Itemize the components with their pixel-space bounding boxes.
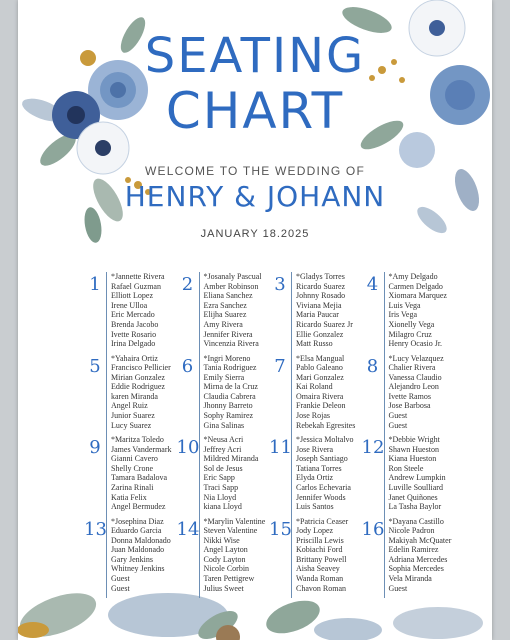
guest-name: Claudia Cabrera bbox=[203, 391, 256, 401]
guest-name: Milagro Cruz bbox=[388, 329, 432, 339]
guest-name: karen Miranda bbox=[111, 391, 158, 401]
table-number: 16 bbox=[362, 517, 385, 599]
guest-name: Edelin Ramirez bbox=[388, 545, 439, 555]
guest-name: Carlos Echevaria bbox=[296, 482, 351, 492]
table-8 bbox=[362, 354, 455, 436]
guest-name: *Jessica Moltalvo bbox=[296, 435, 354, 444]
guest-name: Tania Rodriguez bbox=[203, 363, 257, 373]
guest-name: Julius Sweet bbox=[203, 583, 244, 593]
guest-name: Ellie Gonzalez bbox=[296, 329, 344, 339]
guest-name: Irene Ulloa bbox=[111, 300, 148, 310]
guest-name: Cody Layton bbox=[203, 554, 246, 564]
table-1 bbox=[84, 272, 177, 354]
guest-list bbox=[204, 354, 258, 436]
guest-name: *Marylin Valentine bbox=[203, 516, 266, 526]
guest-list bbox=[296, 354, 355, 436]
guest-list bbox=[204, 435, 259, 517]
guest-list bbox=[111, 354, 171, 436]
table-number: 13 bbox=[84, 517, 107, 599]
couple-names: HENRY & JOHANN bbox=[124, 180, 386, 213]
table-4 bbox=[362, 272, 455, 354]
guest-name: Elijha Suarez bbox=[203, 310, 247, 320]
guest-name: Amy Rivera bbox=[203, 319, 243, 329]
guest-name: *Ingri Moreno bbox=[203, 353, 251, 363]
guest-name: Vela Miranda bbox=[388, 574, 432, 584]
guest-name: *Josanaly Pascual bbox=[203, 272, 262, 281]
guest-name: Sophy Ramirez bbox=[203, 411, 254, 421]
guest-name: Steven Valentine bbox=[203, 526, 258, 536]
guest-name: Brenda Jacobo bbox=[111, 319, 159, 329]
guest-name: Rebekah Egresites bbox=[296, 420, 356, 430]
guest-name: Nikki Wise bbox=[203, 535, 240, 545]
guest-name: La Tasha Baylor bbox=[388, 502, 442, 512]
guest-name: Rafael Guzman bbox=[111, 281, 161, 291]
guest-list bbox=[389, 435, 446, 517]
guest-name: Mirian Gonzalez bbox=[111, 372, 165, 382]
table-10 bbox=[177, 435, 270, 517]
guest-name: Maria Paucar bbox=[296, 310, 339, 320]
table-15 bbox=[269, 517, 362, 599]
guest-name: Xiomara Marquez bbox=[388, 291, 447, 301]
guest-name: Wanda Roman bbox=[296, 574, 344, 584]
title-seating: SEATING bbox=[144, 28, 366, 84]
guest-name: Priscilla Lewis bbox=[296, 535, 344, 545]
guest-name: Chalier Rivera bbox=[388, 363, 436, 373]
guest-name: Kai Roland bbox=[296, 382, 333, 392]
guest-name: Ivette Ramos bbox=[388, 391, 431, 401]
guest-name: Frankie Deleon bbox=[296, 401, 346, 411]
guest-name: Ivette Rosario bbox=[111, 329, 157, 339]
guest-name: Ezra Sanchez bbox=[203, 300, 247, 310]
guest-name: Nicole Corbin bbox=[203, 564, 250, 574]
table-2 bbox=[177, 272, 270, 354]
guest-name: Gary Jenkins bbox=[111, 554, 153, 564]
guest-name: Eliana Sanchez bbox=[203, 291, 253, 301]
guest-name: Jody Lopez bbox=[296, 526, 334, 536]
table-6 bbox=[177, 354, 270, 436]
guest-name: Alejandro Leon bbox=[388, 382, 439, 392]
table-number: 10 bbox=[177, 435, 200, 517]
guest-name: Eduardo Garcia bbox=[111, 526, 162, 536]
guest-name: *Debbie Wright bbox=[388, 435, 440, 444]
table-number: 11 bbox=[269, 435, 292, 517]
guest-name: Guest bbox=[111, 574, 130, 584]
table-11 bbox=[269, 435, 362, 517]
table-16 bbox=[362, 517, 455, 599]
guest-name: Andrew Lumpkin bbox=[388, 473, 446, 483]
guest-name: Luis Vega bbox=[388, 300, 421, 310]
table-12 bbox=[362, 435, 455, 517]
table-9 bbox=[84, 435, 177, 517]
guest-name: Omaira Rivera bbox=[296, 391, 344, 401]
guest-name: *Neusa Acri bbox=[203, 435, 244, 444]
guest-name: Guest bbox=[388, 411, 408, 421]
guest-list bbox=[296, 272, 353, 354]
guest-name: Elyda Ortiz bbox=[296, 473, 334, 483]
guest-name: Shawn Hueston bbox=[388, 444, 439, 454]
guest-name: Jose Rojas bbox=[296, 411, 330, 421]
table-number: 5 bbox=[84, 354, 107, 436]
guest-name: James Vandermark bbox=[111, 444, 172, 454]
table-13 bbox=[84, 517, 177, 599]
guest-name: kiana Lloyd bbox=[203, 502, 242, 512]
welcome-text: WELCOME TO THE WEDDING OF bbox=[144, 164, 365, 178]
guest-name: Johnny Rosado bbox=[296, 291, 346, 301]
table-3 bbox=[269, 272, 362, 354]
guest-name: Kobiachi Ford bbox=[296, 545, 343, 555]
table-number: 9 bbox=[84, 435, 107, 517]
guest-name: Angel Ruiz bbox=[111, 401, 148, 411]
guest-name: Guest bbox=[388, 420, 408, 430]
guest-name: Brittany Powell bbox=[296, 554, 347, 564]
guest-name: Zarina Rinali bbox=[111, 482, 154, 492]
guest-name: Eric Sapp bbox=[203, 473, 235, 483]
guest-name: Whitney Jenkins bbox=[111, 564, 165, 574]
guest-name: Adriana Mercedes bbox=[388, 554, 448, 564]
guest-name: Joseph Santiago bbox=[296, 454, 348, 464]
guest-list bbox=[111, 517, 171, 599]
guest-name: Luis Santos bbox=[296, 502, 334, 512]
guest-name: *Jannette Rivera bbox=[111, 272, 165, 281]
guest-name: Jose Barbosa bbox=[388, 401, 431, 411]
guest-list bbox=[389, 517, 452, 599]
guest-list bbox=[204, 272, 262, 354]
guest-name: Kiana Hueston bbox=[388, 454, 437, 464]
guest-name: *Maritza Toledo bbox=[111, 435, 164, 444]
guest-name: Matt Russo bbox=[296, 339, 333, 349]
guest-name: Aisha Seavey bbox=[296, 564, 340, 574]
guest-name: Eric Mercado bbox=[111, 310, 155, 320]
guest-name: Sol de Jesus bbox=[203, 463, 243, 473]
guest-name: Vanessa Claudio bbox=[388, 372, 442, 382]
guest-name: Jennifer Rivera bbox=[203, 329, 253, 339]
guest-name: Guest bbox=[388, 583, 408, 593]
seating-chart-poster bbox=[18, 0, 492, 640]
guest-name: Francisco Pellicier bbox=[111, 363, 171, 373]
guest-list bbox=[111, 435, 172, 517]
table-number: 2 bbox=[177, 272, 200, 354]
guest-name: Jennifer Woods bbox=[296, 492, 346, 502]
table-number: 1 bbox=[84, 272, 107, 354]
guest-name: Carmen Delgado bbox=[388, 281, 443, 291]
table-number: 7 bbox=[269, 354, 292, 436]
guest-name: Tamara Badalova bbox=[111, 473, 168, 483]
guest-name: Nia Lloyd bbox=[203, 492, 237, 502]
guest-name: Xionelly Vega bbox=[388, 319, 435, 329]
guest-name: *Patricia Ceaser bbox=[296, 516, 349, 526]
guest-name: Vincenzia Rivera bbox=[203, 339, 259, 349]
guest-name: Amber Robinson bbox=[203, 281, 259, 291]
guest-name: Nicole Padron bbox=[388, 526, 435, 536]
guest-name: Gina Salinas bbox=[203, 420, 245, 430]
table-number: 6 bbox=[177, 354, 200, 436]
guest-name: Henry Ocasio Jr. bbox=[388, 339, 443, 349]
guest-name: Ron Steele bbox=[388, 463, 424, 473]
table-14 bbox=[177, 517, 270, 599]
table-number: 8 bbox=[362, 354, 385, 436]
guest-name: *Elsa Mangual bbox=[296, 353, 345, 363]
guest-name: Mari Gonzalez bbox=[296, 372, 344, 382]
title-chart: CHART bbox=[165, 82, 345, 140]
guest-name: Ricardo Suarez Jr bbox=[296, 319, 353, 329]
guest-name: Angel Bermudez bbox=[111, 502, 166, 512]
guest-list bbox=[296, 435, 354, 517]
guest-name: Katia Felix bbox=[111, 492, 147, 502]
table-5 bbox=[84, 354, 177, 436]
guest-list bbox=[296, 517, 348, 599]
guest-name: Chavon Roman bbox=[296, 583, 346, 593]
guest-name: *Amy Delgado bbox=[388, 272, 438, 281]
guest-name: Elliott Lopez bbox=[111, 291, 153, 301]
guest-name: *Josephina Diaz bbox=[111, 516, 164, 526]
guest-list bbox=[389, 354, 444, 436]
guest-name: *Gladys Torres bbox=[296, 272, 345, 281]
guest-name: Shelly Crone bbox=[111, 463, 153, 473]
guest-name: *Lucy Velazquez bbox=[388, 353, 444, 363]
guest-name: Jhonny Barreto bbox=[203, 401, 253, 411]
guest-name: Viviana Mejia bbox=[296, 300, 342, 310]
guest-name: Ricardo Suarez bbox=[296, 281, 346, 291]
guest-name: Donna Maldonado bbox=[111, 535, 171, 545]
guest-name: Traci Sapp bbox=[203, 482, 239, 492]
guest-name: Taren Pettigrew bbox=[203, 574, 255, 584]
guest-name: Emily Sierra bbox=[203, 372, 245, 382]
guest-list bbox=[111, 272, 165, 354]
guest-name: Tatiana Torres bbox=[296, 463, 342, 473]
guest-name: Mirna de la Cruz bbox=[203, 382, 258, 392]
table-number: 4 bbox=[362, 272, 385, 354]
guest-name: Lucy Suarez bbox=[111, 420, 152, 430]
guest-name: Gianni Cavero bbox=[111, 454, 158, 464]
guest-name: Sophia Mercedes bbox=[388, 564, 444, 574]
table-number: 14 bbox=[177, 517, 200, 599]
table-number: 15 bbox=[269, 517, 292, 599]
guest-name: Guest bbox=[111, 583, 130, 593]
guest-list bbox=[389, 272, 447, 354]
guest-list bbox=[204, 517, 266, 599]
tables-grid bbox=[84, 272, 454, 598]
guest-name: Juan Maldonado bbox=[111, 545, 165, 555]
guest-name: Janet Quiñones bbox=[388, 492, 438, 502]
guest-name: Pablo Galeano bbox=[296, 363, 343, 373]
table-number: 3 bbox=[269, 272, 292, 354]
wedding-date: JANUARY 18.2025 bbox=[200, 228, 310, 240]
guest-name: *Dayana Castillo bbox=[388, 516, 444, 526]
guest-name: Eddie Rodriguez bbox=[111, 382, 165, 392]
table-number: 12 bbox=[362, 435, 385, 517]
guest-name: Junior Suarez bbox=[111, 411, 155, 421]
guest-name: Mildred Miranda bbox=[203, 454, 259, 464]
guest-name: Angel Layton bbox=[203, 545, 248, 555]
table-7 bbox=[269, 354, 362, 436]
guest-name: Luville Soulliard bbox=[388, 482, 443, 492]
guest-name: *Yahaira Ortiz bbox=[111, 353, 158, 363]
guest-name: Irina Delgado bbox=[111, 339, 156, 349]
guest-name: Makiyah McQuater bbox=[388, 535, 452, 545]
guest-name: Jeffrey Acri bbox=[203, 444, 242, 454]
guest-name: Jose Rivera bbox=[296, 444, 334, 454]
guest-name: Iris Vega bbox=[388, 310, 418, 320]
